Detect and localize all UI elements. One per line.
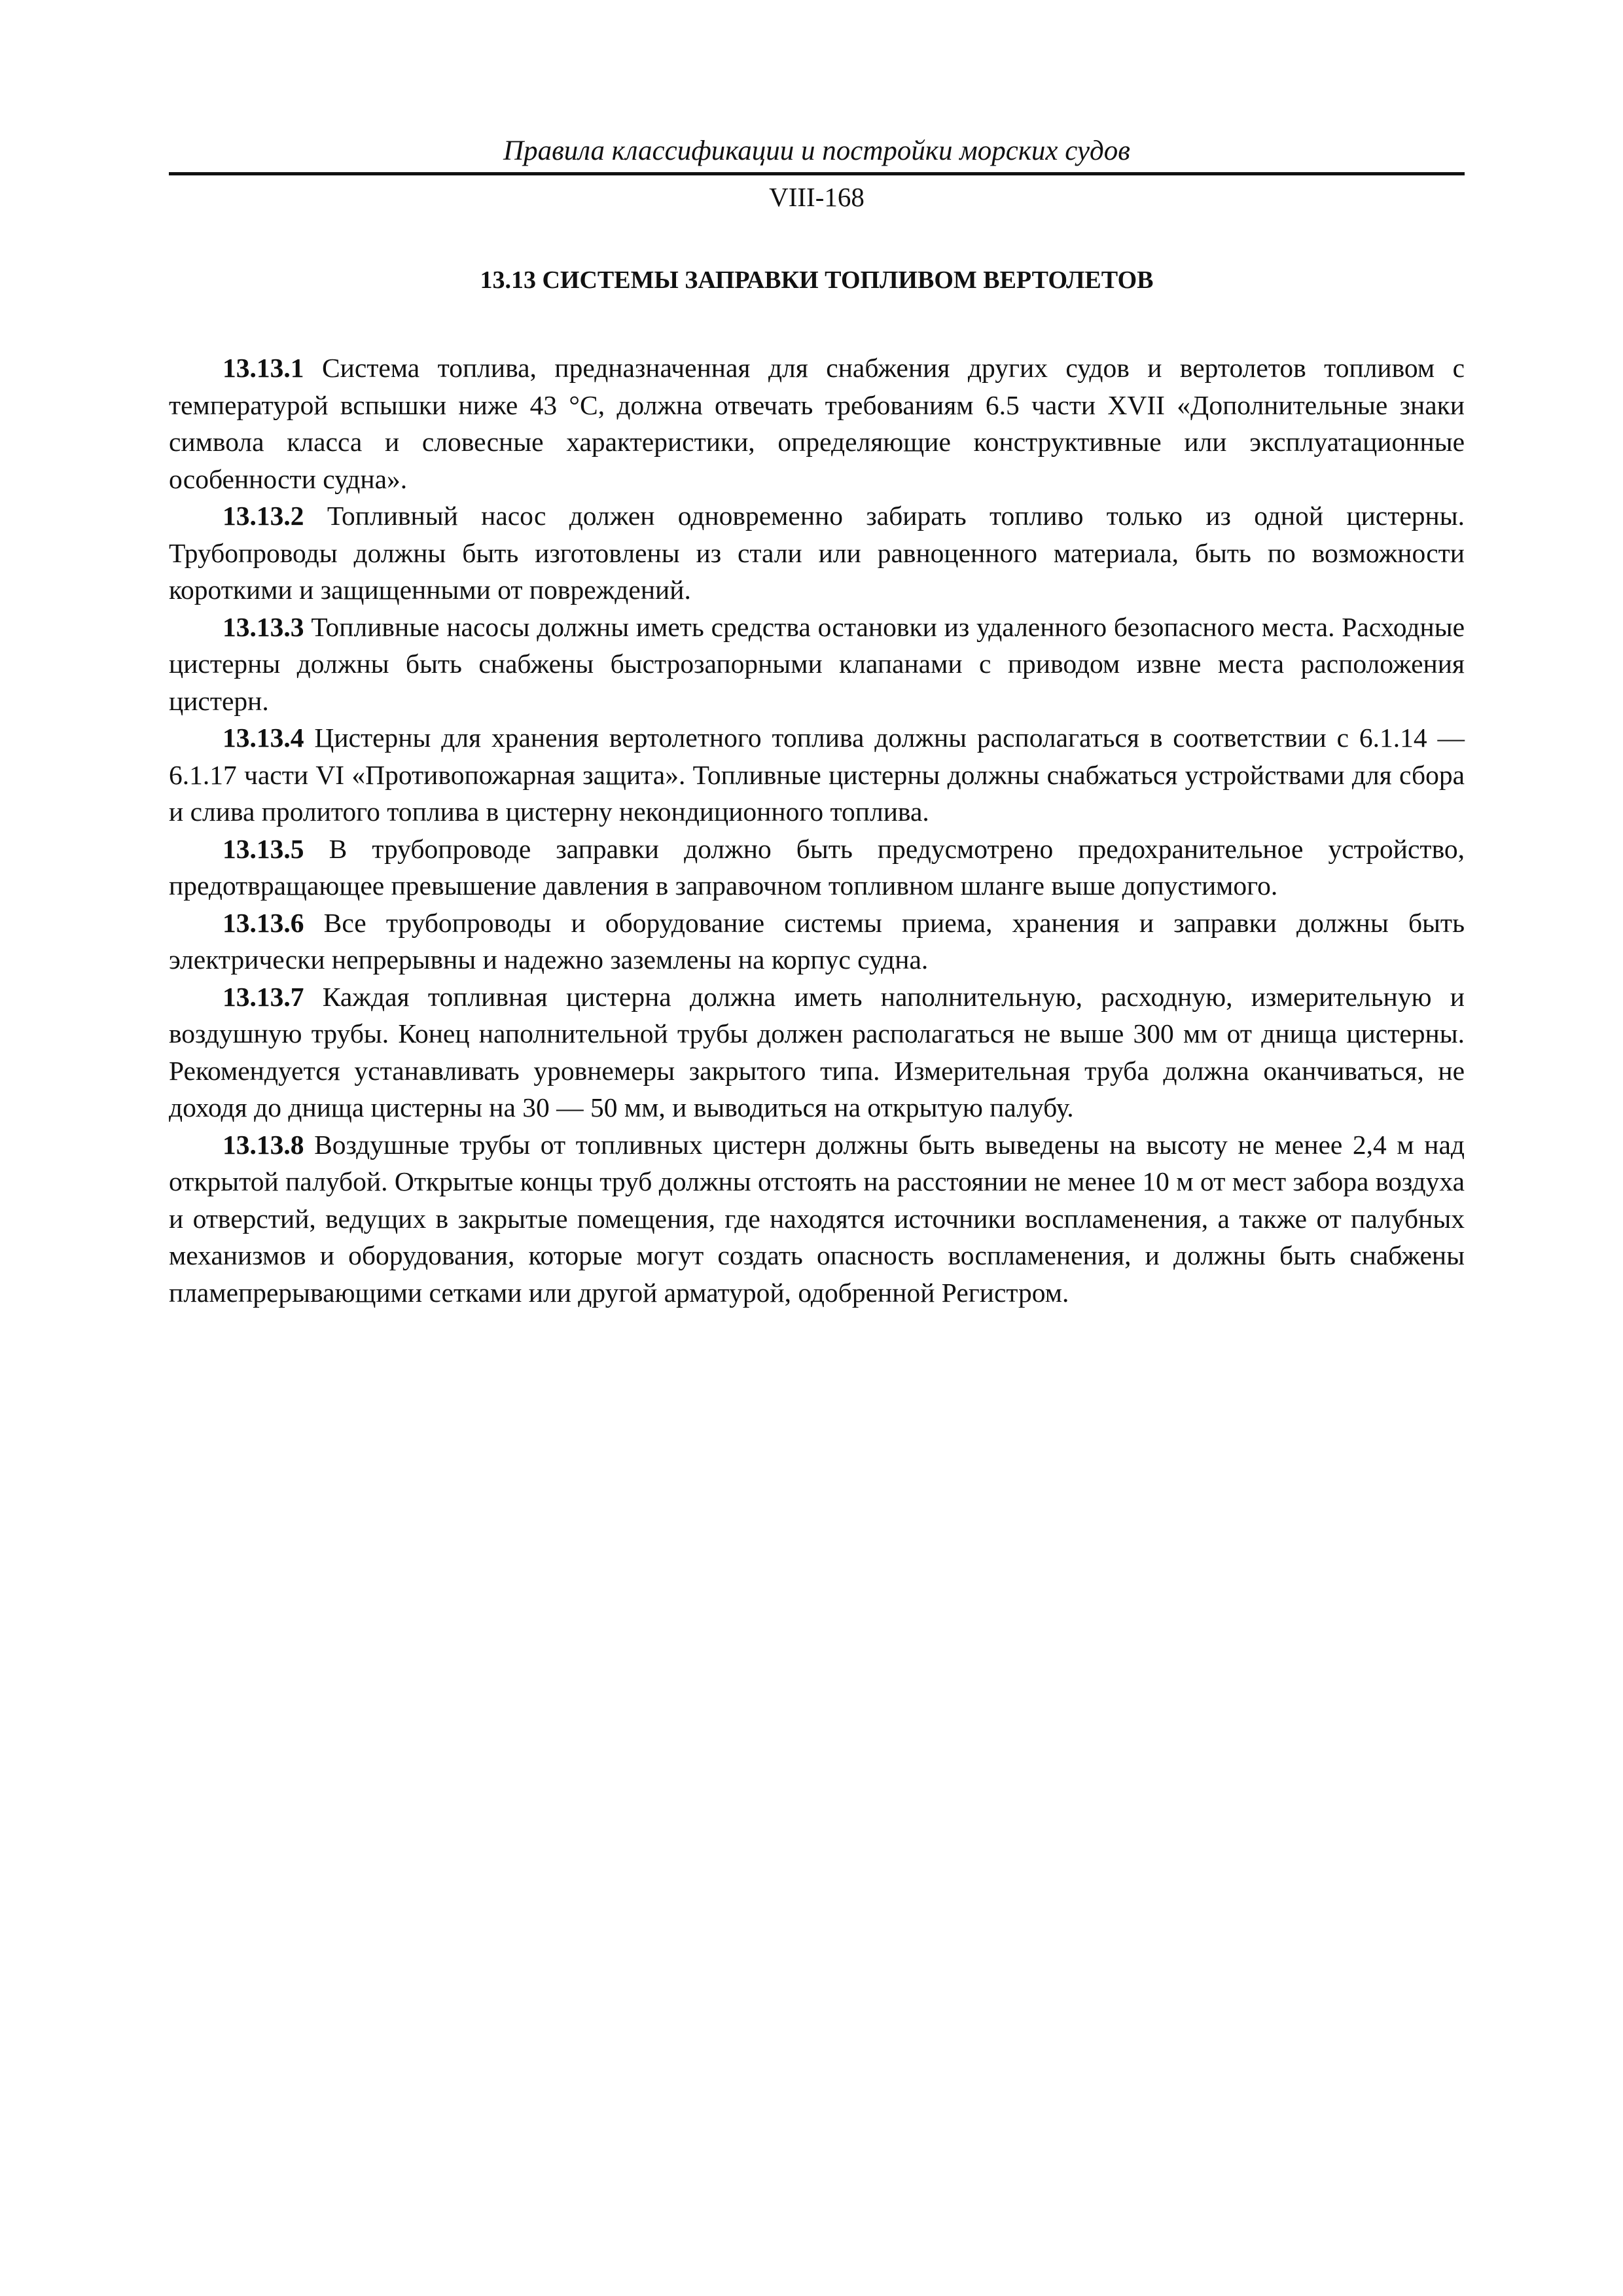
paragraph-number: 13.13.4	[223, 723, 304, 753]
paragraph-text: Система топлива, предназначенная для снабжения других судов и вертолетов топливом с температурой вспышки ниже 43 °С, должна отвечать требованиям 6.5 части XVII «Дополнительные знаки символа класса и словесные характеристики, определяющие конструктивные или эксплуатационные особенности судна».	[169, 353, 1465, 494]
paragraph-13-13-1	[169, 350, 1465, 497]
paragraph-13-13-7	[169, 978, 1465, 1126]
paragraph-text: В трубопроводе заправки должно быть предусмотрено предохранительное устройство, предотвращающее превышение давления в заправочном топливном шланге выше допустимого.	[169, 833, 1465, 901]
page-number: VIII-168	[769, 182, 865, 212]
paragraph-text: Топливный насос должен одновременно забирать топливо только из одной цистерны. Трубопроводы должны быть изготовлены из стали или равноценного материала, быть по возможности короткими и защищенными от повреждений.	[169, 501, 1465, 605]
section-body	[169, 350, 1465, 1311]
paragraph-number: 13.13.6	[223, 907, 304, 938]
running-header: Правила классификации и постройки морских судов	[503, 135, 1130, 166]
header-rule	[169, 172, 1465, 175]
paragraph-number: 13.13.3	[223, 611, 304, 642]
paragraph-text: Каждая топливная цистерна должна иметь наполнительную, расходную, измерительную и воздушную трубы. Конец наполнительной трубы должен располагаться не выше 300 мм от днища цистерны. Рекомендуется устанавливать уровнемеры закрытого типа. Измерительная труба должна оканчиваться, не доходя до днища цистерны на 30 — 50 мм, и выводиться на открытую палубу.	[169, 981, 1465, 1122]
paragraph-13-13-4	[169, 719, 1465, 831]
paragraph-number: 13.13.2	[223, 501, 304, 531]
document-page	[169, 134, 1465, 1311]
section-title: 13.13 СИСТЕМЫ ЗАПРАВКИ ТОПЛИВОМ ВЕРТОЛЕТОВ	[480, 266, 1154, 294]
paragraph-13-13-6	[169, 905, 1465, 978]
paragraph-text: Воздушные трубы от топливных цистерн должны быть выведены на высоту не менее 2,4 м над открытой палубой. Открытые концы труб должны отстоять на расстоянии не менее 10 м от мест забора воздуха и отверстий, ведущих в закрытые помещения, где находятся источники воспламенения, а также от палубных механизмов и оборудования, которые могут создать опасность воспламенения, и должны быть снабжены пламепрерывающими сетками или другой арматурой, одобренной Регистром.	[169, 1129, 1465, 1308]
paragraph-13-13-2	[169, 497, 1465, 609]
paragraph-13-13-3	[169, 609, 1465, 720]
paragraph-13-13-8	[169, 1126, 1465, 1312]
paragraph-number: 13.13.7	[223, 981, 304, 1012]
paragraph-text: Все трубопроводы и оборудование системы приема, хранения и заправки должны быть электрически непрерывны и надежно заземлены на корпус судна.	[169, 907, 1465, 975]
paragraph-number: 13.13.1	[223, 353, 304, 383]
paragraph-number: 13.13.5	[223, 833, 304, 864]
paragraph-text: Цистерны для хранения вертолетного топлива должны располагаться в соответствии с 6.1.14 — 6.1.17 части VI «Противопожарная защита». Топливные цистерны должны снабжаться устройствами для сбора и слива пролитого топлива в цистерну некондиционного топлива.	[169, 723, 1465, 827]
paragraph-text: Топливные насосы должны иметь средства остановки из удаленного безопасного места. Расходные цистерны должны быть снабжены быстрозапорными клапанами с приводом извне места расположения цистерн.	[169, 611, 1465, 716]
paragraph-13-13-5	[169, 831, 1465, 905]
paragraph-number: 13.13.8	[223, 1129, 304, 1160]
